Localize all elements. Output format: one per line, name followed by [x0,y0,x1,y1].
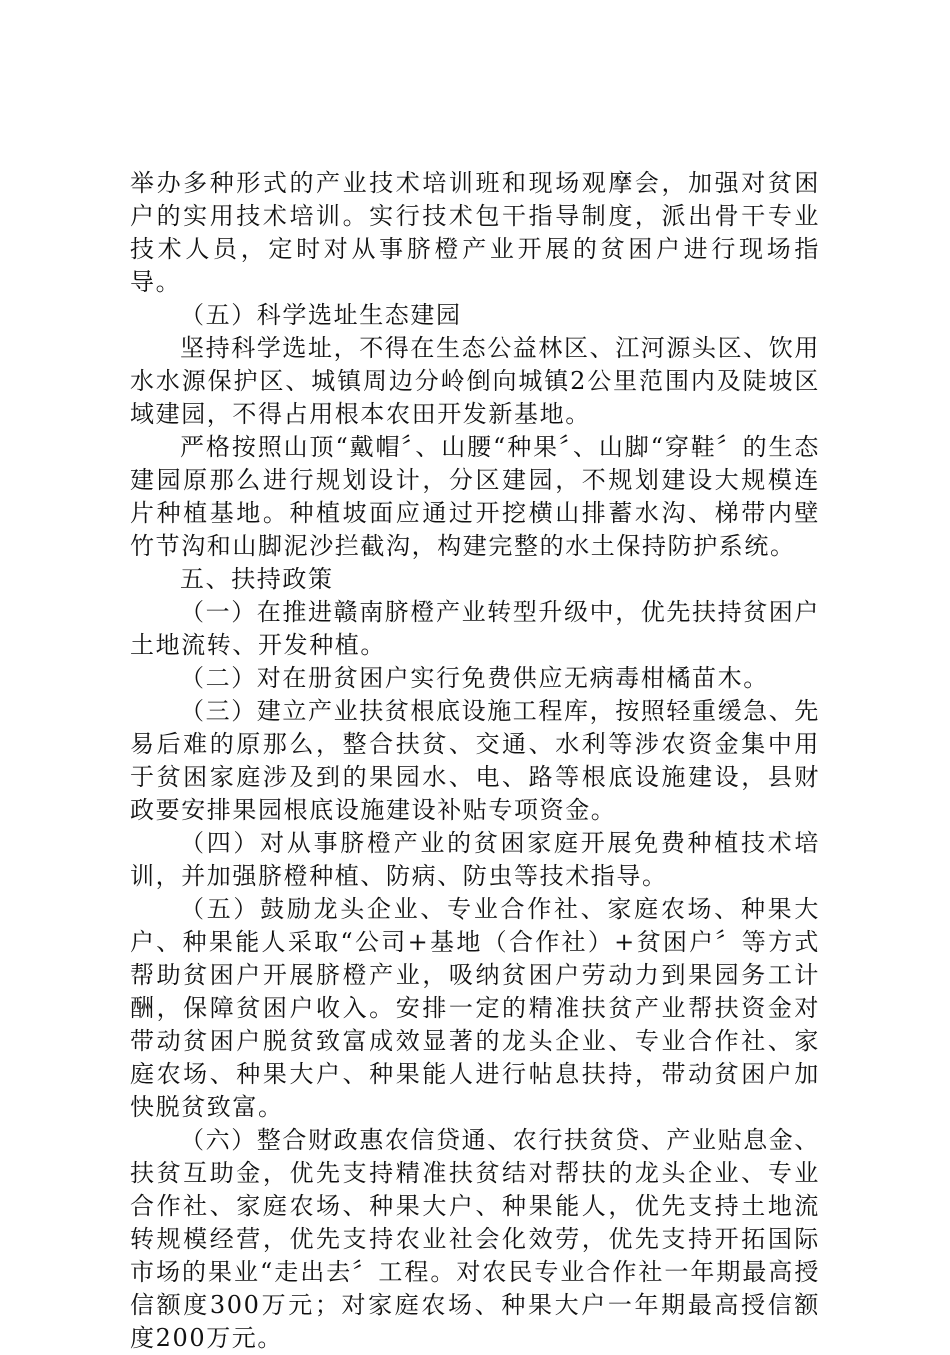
policy-item-3: （三）建立产业扶贫根底设施工程库，按照轻重缓急、先易后难的原那么，整合扶贫、交通、水利等涉农资金集中用于贫困家庭涉及到的果园水、电、路等根底设施建设，县财政要安排果园根底设施建设补贴专项资金。 [130,697,820,824]
paragraph-training: 举办多种形式的产业技术培训班和现场观摩会，加强对贫困户的实用技术培训。实行技术包干指导制度，派出骨干专业技术人员，定时对从事脐橙产业开展的贫困户进行现场指导。 [130,169,820,296]
document-page [130,167,820,1355]
policy-item-2: （二）对在册贫困户实行免费供应无病毒柑橘苗木。 [180,664,769,692]
paragraph-site-selection: 坚持科学选址，不得在生态公益林区、江河源头区、饮用水水源保护区、城镇周边分岭倒向城镇2公里范围内及陡坡区域建园，不得占用根本农田开发新基地。 [130,334,820,428]
subheading-site-selection: （五）科学选址生态建园 [180,301,462,329]
paragraph-eco-planning: 严格按照山顶“戴帽〞、山腰“种果〞、山脚“穿鞋〞的生态建园原那么进行规划设计，分区建园，不规划建设大规模连片种植基地。种植坡面应通过开挖横山排蓄水沟、梯带内壁竹节沟和山脚泥沙拦截沟，构建完整的水土保持防护系统。 [130,433,820,560]
policy-item-1: （一）在推进赣南脐橙产业转型升级中，优先扶持贫困户土地流转、开发种植。 [130,598,820,659]
policy-item-6: （六）整合财政惠农信贷通、农行扶贫贷、产业贴息金、扶贫互助金，优先支持精准扶贫结对帮扶的龙头企业、专业合作社、家庭农场、种果大户、种果能人，优先支持土地流转规模经营，优先支持农业社会化效劳，优先支持开拓国际市场的果业“走出去〞工程。对农民专业合作社一年期最高授信额度300万元；对家庭农场、种果大户一年期最高授信额度200万元。 [130,1126,820,1352]
policy-item-4: （四）对从事脐橙产业的贫困家庭开展免费种植技术培训，并加强脐橙种植、防病、防虫等技术指导。 [130,829,820,890]
section-heading-support-policy: 五、扶持政策 [180,565,334,593]
policy-item-5: （五）鼓励龙头企业、专业合作社、家庭农场、种果大户、种果能人采取“公司+基地（合作社）+贫困户〞等方式帮助贫困户开展脐橙产业，吸纳贫困户劳动力到果园务工计酬，保障贫困户收入。安排一定的精准扶贫产业帮扶资金对带动贫困户脱贫致富成效显著的龙头企业、专业合作社、家庭农场、种果大户、种果能人进行帖息扶持，带动贫困户加快脱贫致富。 [130,895,820,1121]
